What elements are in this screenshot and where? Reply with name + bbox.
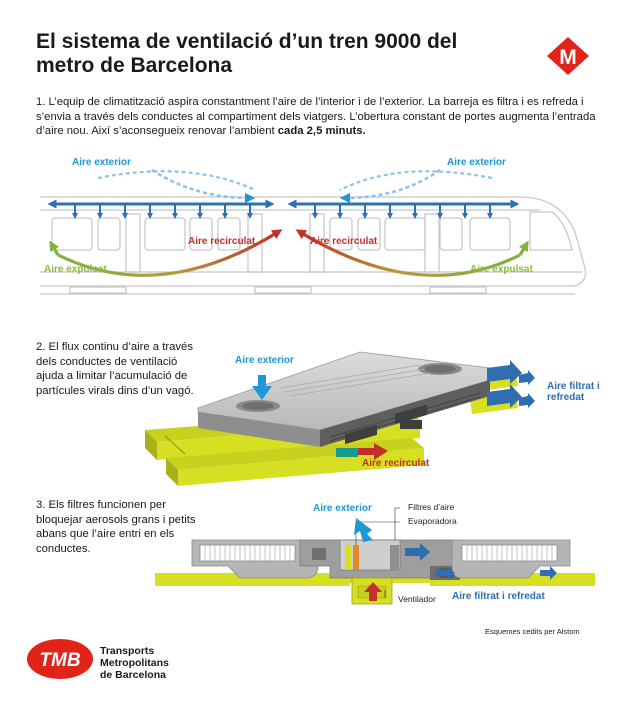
page-title: El sistema de ventilació d’un tren 9000 del metro de Barcelona: [36, 30, 458, 77]
svg-text:TMB: TMB: [39, 650, 81, 671]
label-expelled-left: Aire expulsat: [44, 264, 107, 275]
s2-label-filtered: Aire filtrat i refredat: [547, 381, 600, 403]
credit-text: Esquemes cedits per Alstom: [485, 627, 580, 636]
section1-text: 1. L’equip de climatització aspira constantment l’aire de l’interior i de l’exterior. La barreja es filtra i es refreda i s’envia a través dels conductes al compartiment dels viatgers. L’obertura constant de portes augmenta l’entrada d’aire nou. Així s’aconsegueix renovar l’ambient cada 2,5 minuts.: [36, 96, 596, 137]
label-recirc-left: Aire recirculat: [188, 236, 256, 247]
section3-text: 3. Els filtres funcionen per bloquejar aerosols grans i petits abans que l’aire entri en els conductes.: [36, 499, 196, 555]
tmb-wordmark: Transports Metropolitans de Barcelona: [100, 645, 169, 681]
svg-text:M: M: [559, 46, 577, 69]
s3-label-fan: Ventilador: [398, 594, 436, 604]
s3-label-evaporator: Evaporadora: [408, 516, 457, 526]
label-exterior-right: Aire exterior: [447, 157, 506, 168]
section1-emphasis: cada 2,5 minuts.: [277, 125, 366, 137]
tmb-logo-icon: [26, 637, 94, 681]
section2-text: 2. El flux continu d’aire a través dels conductes de ventilació ajuda a limitar l’acumulació de partícules virals dins d’un vagó.: [36, 341, 194, 397]
label-exterior-left: Aire exterior: [72, 157, 131, 168]
s3-label-exterior: Aire exterior: [313, 503, 372, 514]
s2-label-exterior: Aire exterior: [235, 355, 294, 366]
label-recirc-right: Aire recirculat: [310, 236, 378, 247]
label-expelled-right: Aire expulsat: [470, 264, 533, 275]
s3-label-filtered: Aire filtrat i refredat: [452, 591, 545, 602]
s3-unit-left: [192, 540, 318, 578]
s3-label-filters: Filtres d’aire: [408, 502, 455, 512]
s2-label-recirc: Aire recirculat: [362, 458, 430, 469]
